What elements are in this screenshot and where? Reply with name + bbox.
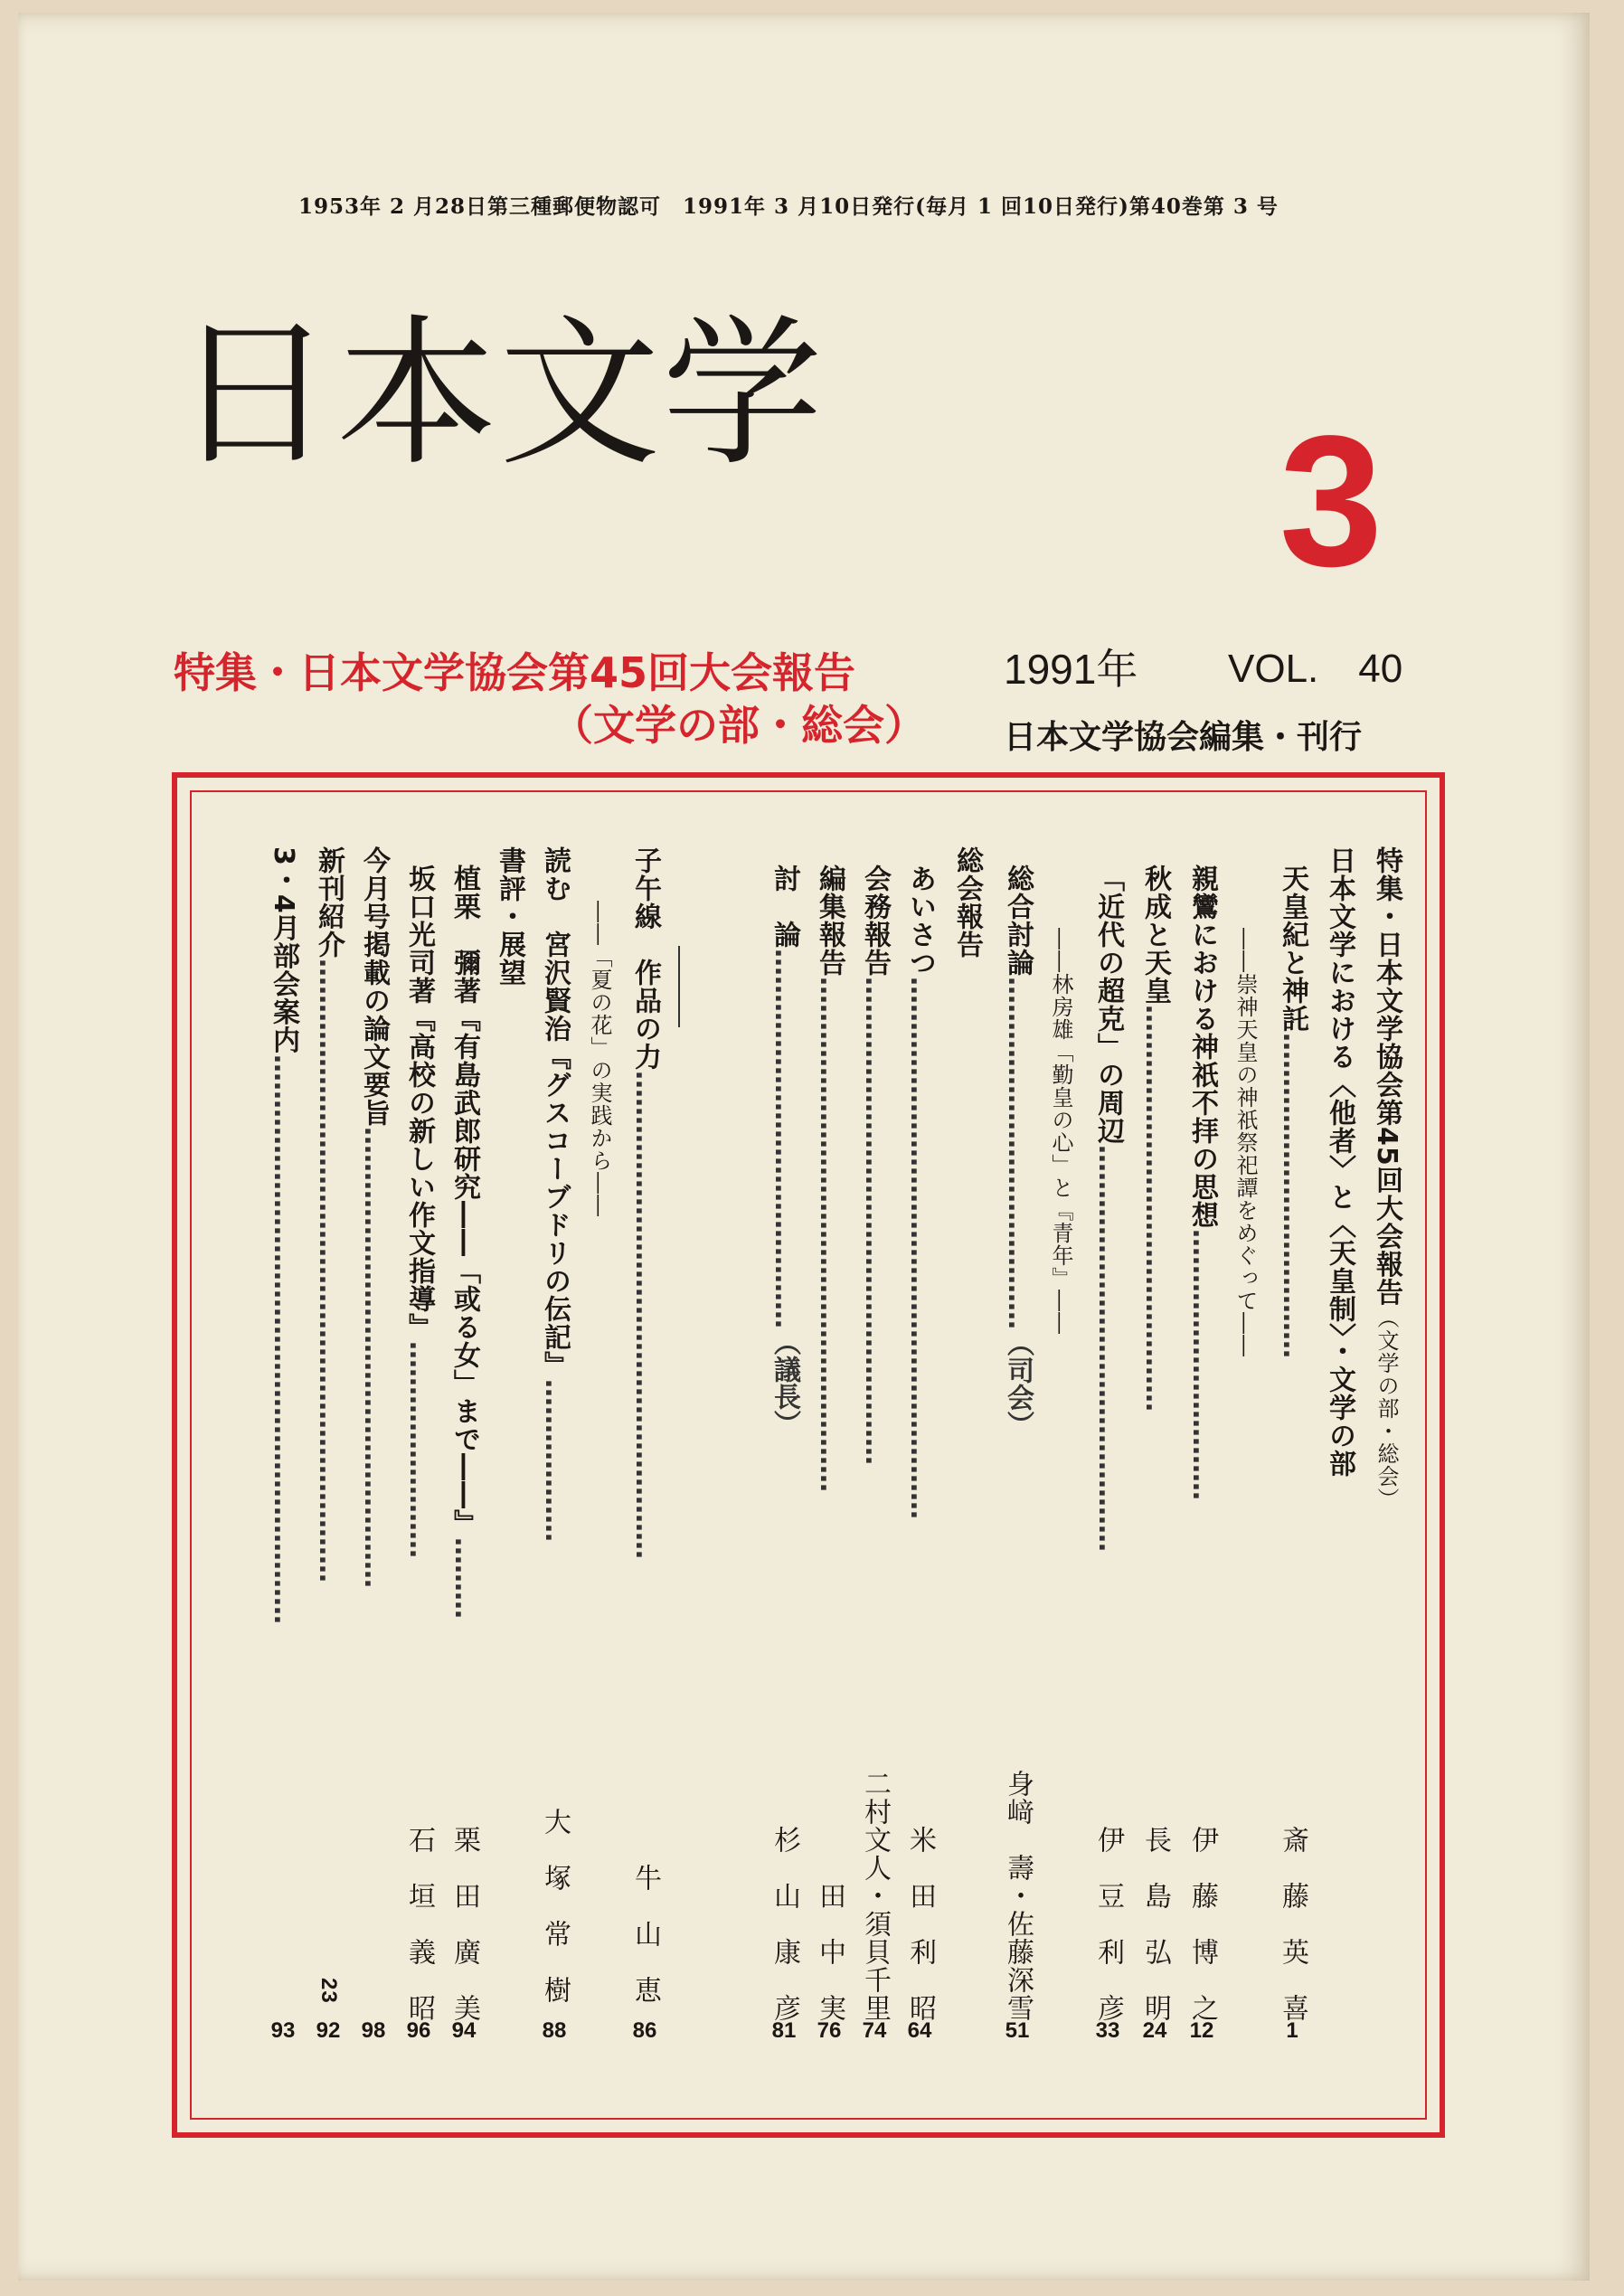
feature-subheading: （文学の部・総会） [552, 701, 926, 750]
toc-page-number: 24 [1142, 2018, 1167, 2043]
toc-entry[interactable]: 子午線 作品の力 ……………………………………………… 牛 山 恵 [629, 846, 661, 2004]
toc-section-heading: 総会報告 [951, 846, 983, 959]
toc-page-number: 12 [1189, 2018, 1214, 2043]
feature-heading: 特集・日本文学協会第45回大会報告 [174, 648, 856, 697]
publisher-line: 日本文学協会編集・刊行 [1004, 719, 1363, 756]
toc-page-number: 81 [771, 2018, 797, 2043]
toc-entry[interactable]: 親鸞における神祇不拝の思想 ………………………… 伊 藤 博 之 [1186, 865, 1218, 2022]
toc-entry[interactable]: 日本文学における〈他者〉と〈天皇制〉・文学の部 [1324, 846, 1355, 1478]
toc-entry[interactable]: 秋成と天皇 ……………………………………… 長 島 弘 明 [1139, 865, 1171, 2022]
toc-entry[interactable]: 読む 宮沢賢治『グスコーブドリの伝記』 ……………… 大 塚 常 樹 [539, 846, 571, 2004]
toc-section-heading: 書評・展望 [494, 846, 525, 987]
publication-year: 1991年 [1004, 646, 1138, 693]
toc-page-number: 1 [1286, 2018, 1298, 2043]
toc-entry[interactable]: 新刊紹介 …………………………………………………………… 23 [313, 846, 345, 2004]
toc-entry[interactable]: 天皇紀と神託 ……………………………… 斎 藤 英 喜 [1277, 865, 1308, 2022]
postal-notice: 1953年 2 月28日第三種郵便物認可 1991年 3 月10日発行(毎月 1 回10日発行)第40巻第 3 号 [298, 194, 1279, 219]
toc-page-number: 76 [817, 2018, 842, 2043]
toc-page-number: 96 [406, 2018, 431, 2043]
toc-page-number: 88 [542, 2018, 567, 2043]
toc-page-number: 64 [907, 2018, 932, 2043]
toc-entry[interactable]: 3・4月部会案内 ……………………………………………………… [268, 846, 299, 1624]
table-of-contents [190, 790, 1427, 2120]
magazine-title: 日本文学 [174, 300, 825, 487]
issue-number: 3 [1279, 397, 1383, 605]
toc-page-number: 51 [1005, 2018, 1030, 2043]
toc-subtitle: ――林房雄「勤皇の心」と『青年』―― [1048, 928, 1073, 1335]
toc-page-number: 74 [862, 2018, 887, 2043]
toc-page-number: 94 [451, 2018, 477, 2043]
toc-entry[interactable]: 特集・日本文学協会第45回大会報告 （文学の部・総会） [1371, 846, 1402, 1510]
toc-entry[interactable]: 坂口光司著『高校の新しい作文指導』 …………………… 石 垣 義 昭 [403, 865, 435, 2022]
toc-page-number: 33 [1095, 2018, 1120, 2043]
toc-page-number: 92 [316, 2018, 341, 2043]
volume-number: VOL. 40 [1228, 647, 1403, 691]
toc-page-number: 86 [632, 2018, 657, 2043]
toc-subtitle: ――「夏の花」の実践から―― [587, 901, 612, 1217]
section-divider [678, 946, 680, 1027]
toc-entry[interactable]: 編集報告 ………………………………………………… 田 中 実 [814, 865, 845, 2022]
table-of-contents-frame [172, 772, 1445, 2138]
toc-page-number: 98 [361, 2018, 386, 2043]
toc-entry[interactable]: 植栗 彌著『有島武郎研究――「或る女」まで――』 ……… 栗 田 廣 美 [448, 865, 480, 2022]
toc-entry[interactable]: 「近代の超克」の周辺 ……………………………………… 伊 豆 利 彦 [1092, 865, 1124, 2022]
toc-entry[interactable]: 討 論 ……………………………………（議長） 杉 山 康 彦 [769, 865, 800, 2022]
toc-entry[interactable]: 今月号掲載の論文要旨 …………………………………………… [358, 846, 390, 1588]
toc-entry[interactable]: あいさつ …………………………………………………… 米 田 利 昭 [904, 865, 936, 2022]
toc-page-number: 93 [270, 2018, 296, 2043]
magazine-cover [18, 13, 1590, 2281]
toc-entry[interactable]: 総合討論 …………………………………（司会） 身﨑 壽・佐藤深雪 [1002, 865, 1034, 2022]
toc-entry[interactable]: 会務報告 ……………………………………………… 二村文人・須貝千里 [859, 865, 891, 2022]
toc-subtitle: ――崇神天皇の神祇祭祀譚をめぐって―― [1232, 928, 1258, 1357]
